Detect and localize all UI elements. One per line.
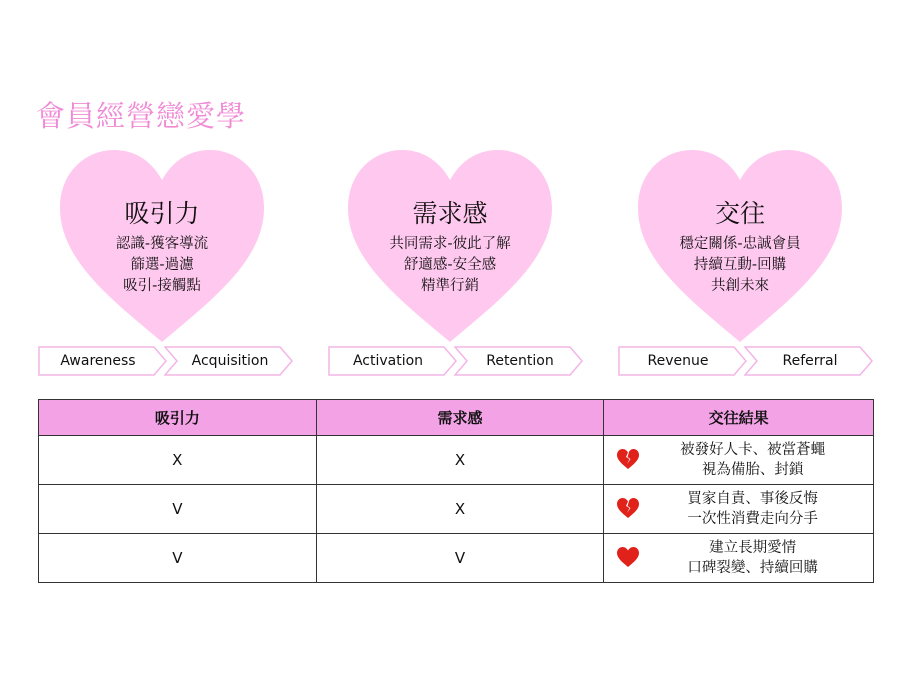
table-row — [39, 534, 874, 583]
heart-lines: 認識-獲客導流 篩選-過濾 吸引-接觸點 — [115, 236, 209, 294]
table-row — [39, 485, 874, 534]
results-table — [38, 399, 874, 583]
heart-attraction — [52, 150, 272, 350]
stage-acquisition: Acquisition — [164, 346, 294, 376]
heart-lines: 穩定關係-忠誠會員 持續互動-回購 共創未來 — [679, 236, 801, 294]
cell-attraction: X — [39, 436, 317, 485]
cell-result: 買家自責、事後反悔 一次性消費走向分手 — [604, 485, 874, 534]
table-header-row — [39, 400, 874, 436]
cell-need: V — [316, 534, 604, 583]
header-attraction: 吸引力 — [39, 400, 317, 436]
heart-icon — [616, 546, 640, 568]
stage-referral: Referral — [744, 346, 874, 376]
cell-need: X — [316, 485, 604, 534]
heart-need — [340, 150, 560, 350]
broken-heart-icon — [616, 448, 640, 470]
heart-dating — [630, 150, 850, 350]
stage-awareness: Awareness — [38, 346, 168, 376]
broken-heart-icon — [616, 497, 640, 519]
heart-title: 吸引力 — [124, 199, 200, 228]
table-row — [39, 436, 874, 485]
header-need: 需求感 — [316, 400, 604, 436]
cell-need: X — [316, 436, 604, 485]
stage-retention: Retention — [454, 346, 584, 376]
header-result: 交往結果 — [604, 400, 874, 436]
cell-result: 被發好人卡、被當蒼蠅 視為備胎、封鎖 — [604, 436, 874, 485]
cell-attraction: V — [39, 534, 317, 583]
stage-activation: Activation — [328, 346, 458, 376]
stage-revenue: Revenue — [618, 346, 748, 376]
heart-title: 需求感 — [412, 199, 488, 228]
page-title: 會員經營戀愛學 — [36, 99, 247, 133]
heart-title: 交往 — [714, 199, 765, 228]
cell-attraction: V — [39, 485, 317, 534]
heart-lines: 共同需求-彼此了解 舒適感-安全感 精準行銷 — [389, 236, 511, 294]
cell-result: 建立長期愛情 口碑裂變、持續回購 — [604, 534, 874, 583]
